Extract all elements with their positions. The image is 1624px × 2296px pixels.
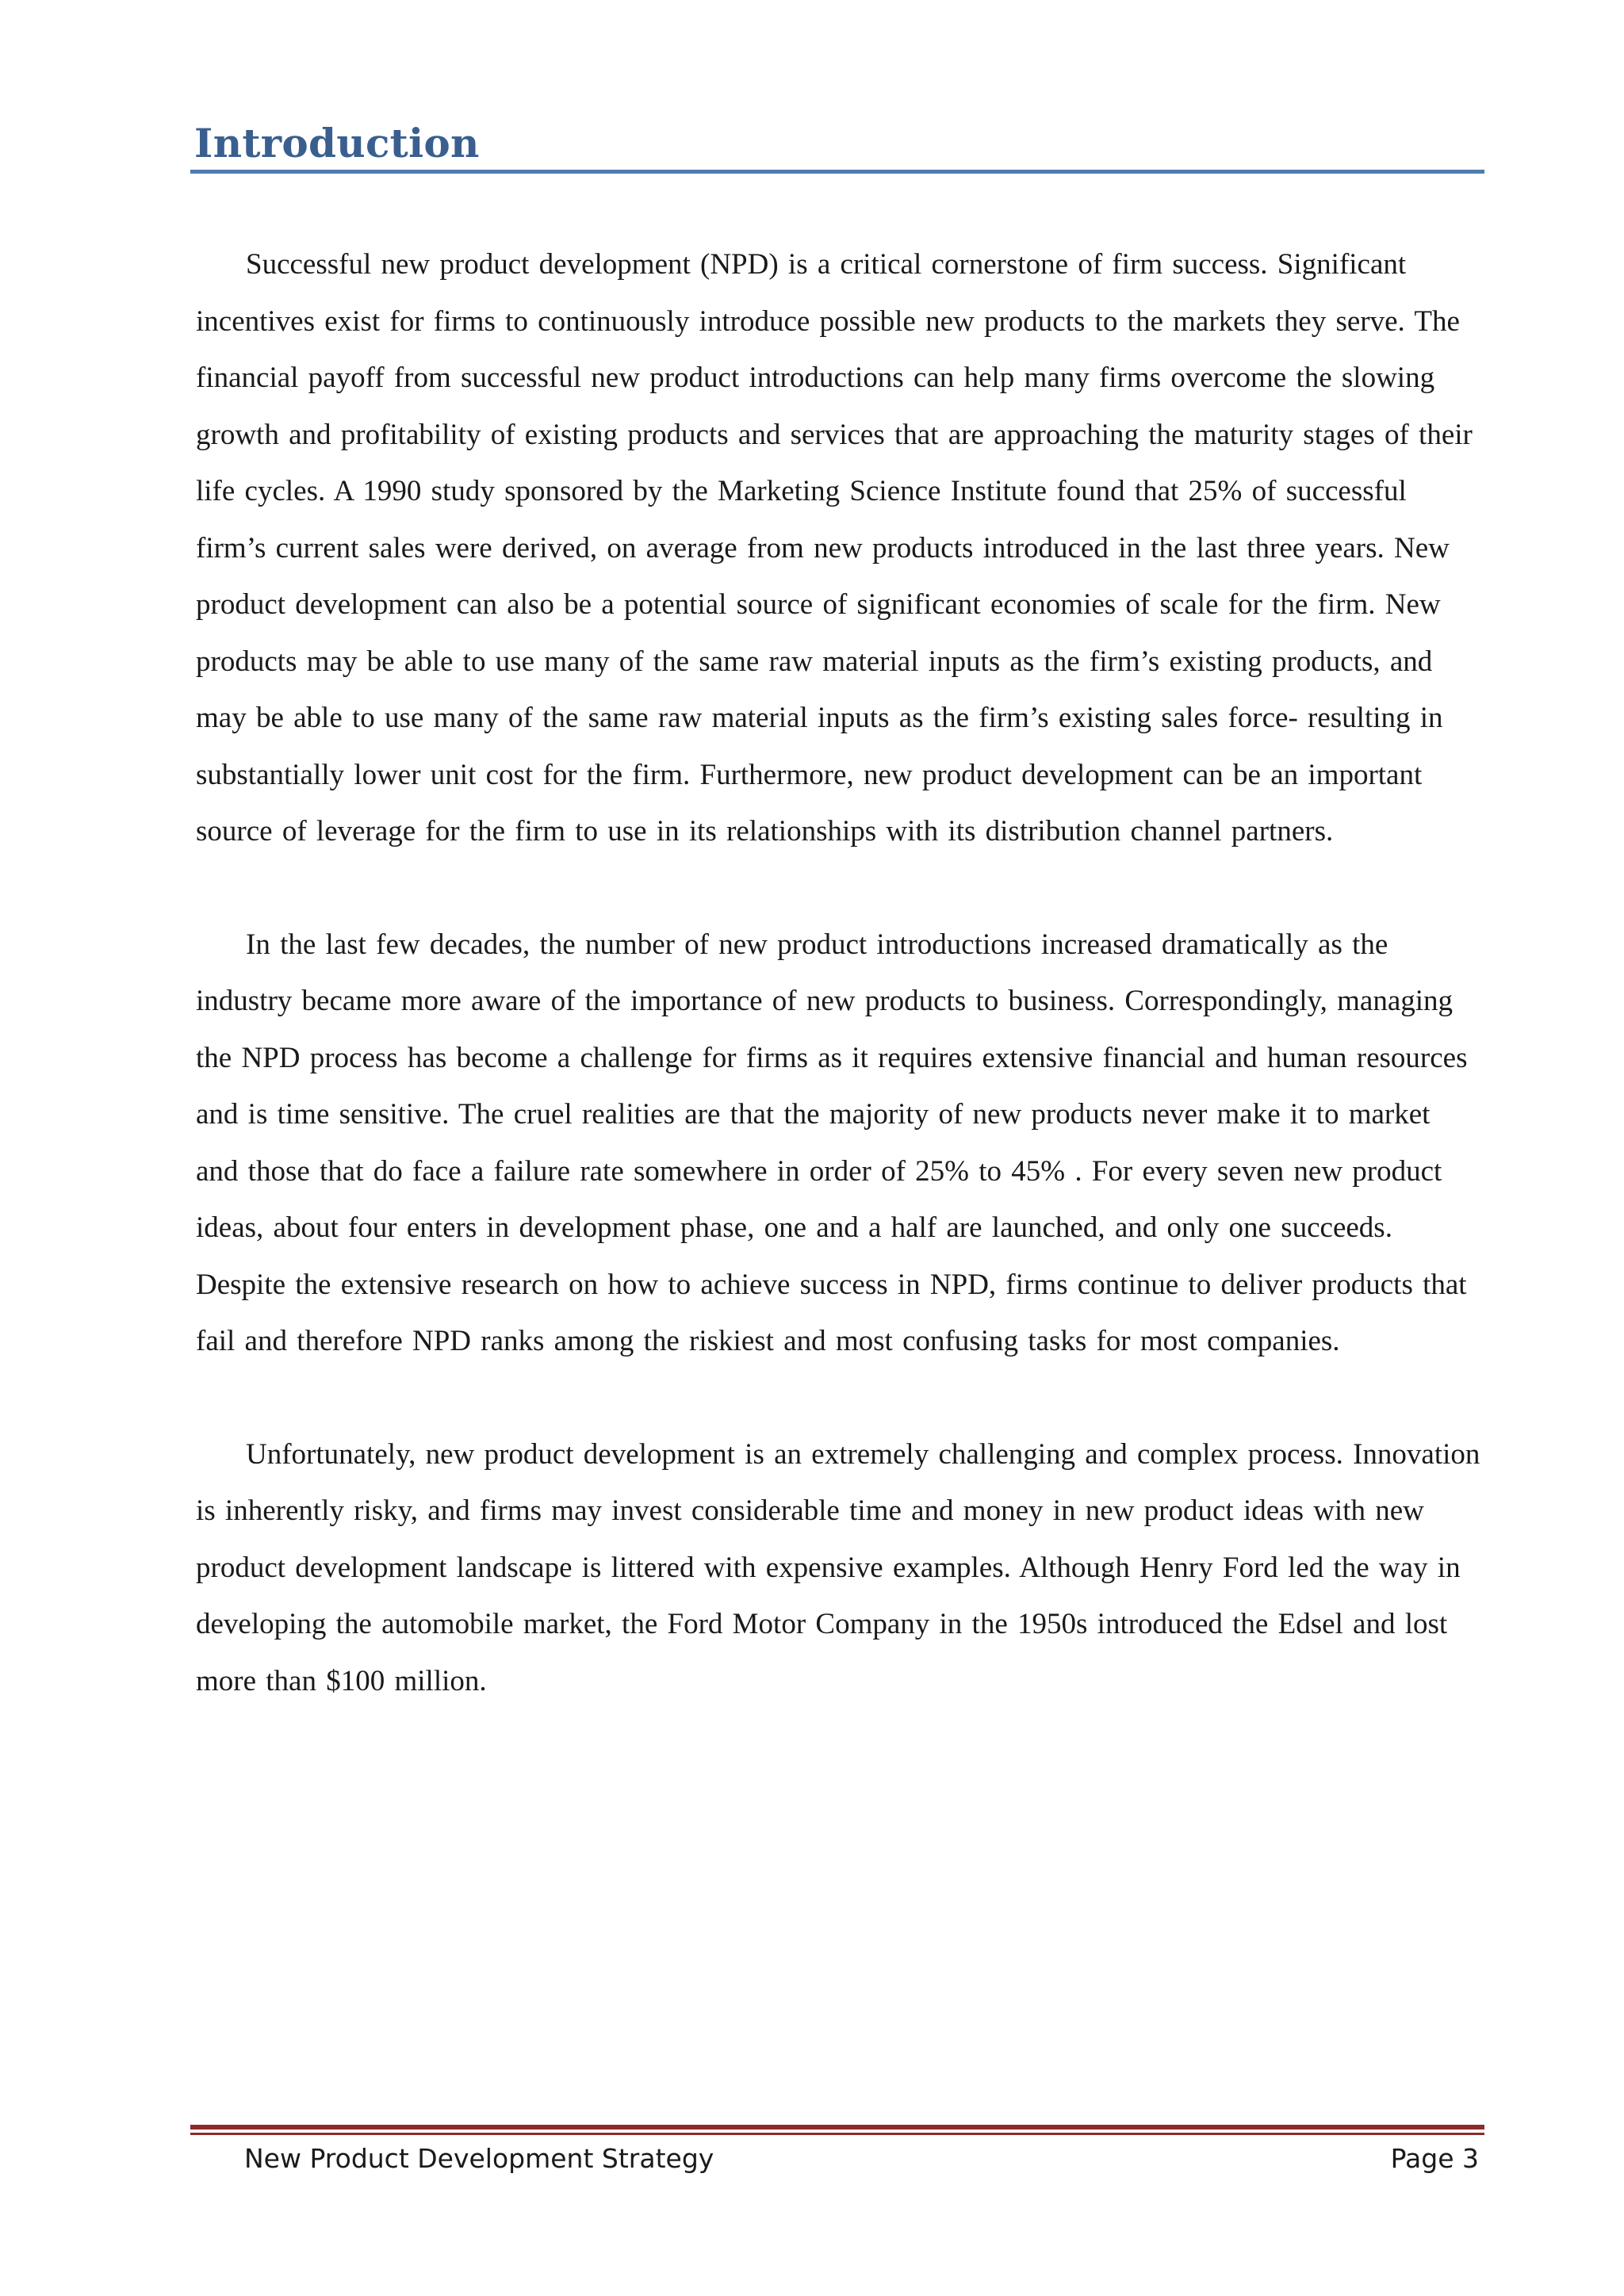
body-text xyxy=(196,236,1480,1766)
section-heading: Introduction xyxy=(194,120,480,166)
footer-page-number: Page 3 xyxy=(1390,2143,1479,2174)
heading-underline xyxy=(190,170,1484,174)
paragraph-2: In the last few decades, the number of new product introductions increased dramatically as the industry became more aware of the importance of new products to business. Correspondingly, managing the NPD process has become a challenge for firms as it requires extensive financial and human resources and is time sensitive. The cruel realities are that the majority of new products never make it to market and those that do face a failure rate somewhere in order of 25% to 45% . For every seven new product ideas, about four enters in development phase, one and a half are launched, and only one succeeds. Despite the extensive research on how to achieve success in NPD, firms continue to deliver products that fail and therefore NPD ranks among the riskiest and most confusing tasks for most companies. xyxy=(196,928,1468,1357)
paragraph-3: Unfortunately, new product development is an extremely challenging and complex process. Innovation is inherently risky, and firms may invest considerable time and money in new product ideas with new product development landscape is littered with expensive examples. Although Henry Ford led the way in developing the automobile market, the Ford Motor Company in the 1950s introduced the Edsel and lost more than $100 million. xyxy=(196,1437,1480,1697)
paragraph-1: Successful new product development (NPD) is a critical cornerstone of firm success. Significant incentives exist for firms to continuously introduce possible new products to the markets they serve. The financial payoff from successful new product introductions can help many firms overcome the slowing growth and profitability of existing products and services that are approaching the maturity stages of their life cycles. A 1990 study sponsored by the Marketing Science Institute found that 25% of successful firm’s current sales were derived, on average from new products introduced in the last three years. New product development can also be a potential source of significant economies of scale for the firm. New products may be able to use many of the same raw material inputs as the firm’s existing products, and may be able to use many of the same raw material inputs as the firm’s existing sales force- resulting in substantially lower unit cost for the firm. Furthermore, new product development can be an important source of leverage for the firm to use in its relationships with its distribution channel partners. xyxy=(196,248,1473,848)
footer-document-title: New Product Development Strategy xyxy=(244,2143,714,2174)
footer-rule-thin xyxy=(190,2133,1484,2135)
footer-rule-thick xyxy=(190,2125,1484,2130)
